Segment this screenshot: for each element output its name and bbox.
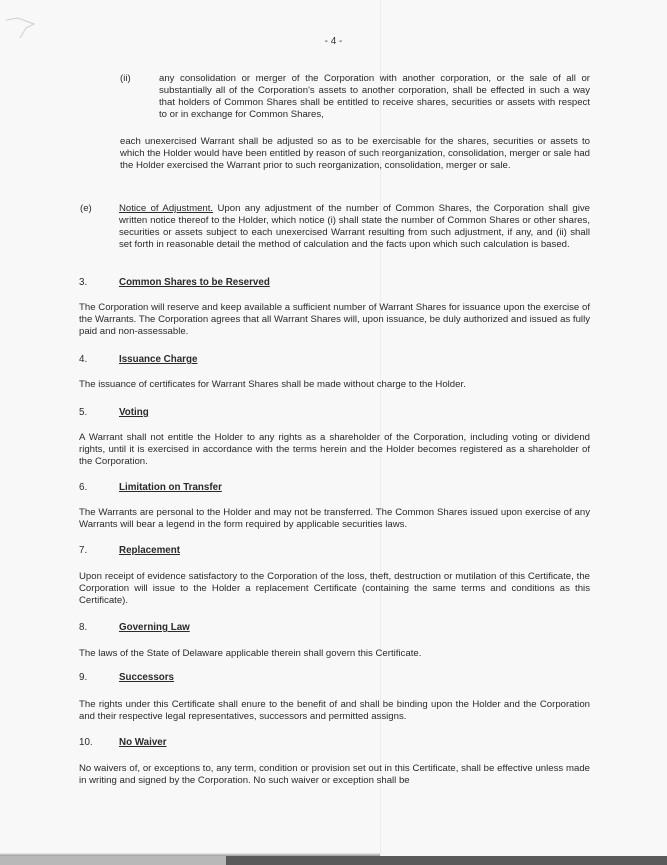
- clause-e-body: Upon any adjustment of the number of Common Shares, the Corporation shall give written notice thereof to the Holder, which notice (i) shall state the number of Common Shares or other shares, securities or assets subject to each unexercised Warrant resulting from such adjustment, if any, and (ii) shall set forth in reasonable detail the method of calculation and the facts upon which such calculation is based.: [119, 203, 590, 251]
- section-number: 9.: [79, 672, 88, 683]
- status-strip-left-panel: [0, 856, 226, 865]
- section-number: 7.: [79, 545, 88, 556]
- section-title: Replacement: [119, 545, 180, 556]
- clause-ii-text: any consolidation or merger of the Corporation with another corporation, or the sale of all or substantially all of the Corporation's assets to another corporation, shall be effected in such a way that holders of Common Shares shall be entitled to receive shares, securities or assets with respect to or in exchange for Common Shares,: [159, 73, 590, 121]
- section-4-body: The issuance of certificates for Warrant Shares shall be made without charge to the Holder.: [79, 379, 466, 390]
- section-3-body: The Corporation will reserve and keep available a sufficient number of Warrant Shares for issuance upon the exercise of the Warrants. The Corporation agrees that all Warrant Shares will, upon issuance, be duly authorized and issued as fully paid and non-assessable.: [79, 302, 590, 338]
- section-title: Governing Law: [119, 622, 190, 633]
- clause-ii-label: (ii): [120, 73, 131, 84]
- section-title: Voting: [119, 407, 149, 418]
- section-number: 3.: [79, 277, 88, 288]
- section-8-body: The laws of the State of Delaware applicable therein shall govern this Certificate.: [79, 648, 422, 659]
- section-title: Issuance Charge: [119, 354, 198, 365]
- clause-e-title: Notice of Adjustment.: [119, 203, 214, 214]
- section-7-body: Upon receipt of evidence satisfactory to the Corporation of the loss, theft, destruction or mutilation of this Certificate, the Corporation will issue to the Holder a replacement Certificate (containing the same terms and conditions as this Certificate).: [79, 571, 590, 607]
- clause-e-text: [119, 203, 590, 251]
- section-title: Limitation on Transfer: [119, 482, 222, 493]
- section-9-body: The rights under this Certificate shall enure to the benefit of and shall be binding upon the Holder and the Corporation and their respective legal representatives, successors and permitted assigns.: [79, 699, 590, 723]
- section-5-body: A Warrant shall not entitle the Holder to any rights as a shareholder of the Corporation, including voting or dividend rights, until it is exercised in accordance with the terms herein and the Holder becomes registered as a shareholder of the Corporation.: [79, 432, 590, 468]
- section-title: Common Shares to be Reserved: [119, 277, 270, 288]
- section-number: 6.: [79, 482, 88, 493]
- section-number: 10.: [79, 737, 93, 748]
- page-number: - 4 -: [324, 36, 343, 47]
- section-10-body: No waivers of, or exceptions to, any term, condition or provision set out in this Certificate, shall be effective unless made in writing and signed by the Corporation. No such waiver or exception shall be: [79, 763, 590, 787]
- continuation-paragraph: each unexercised Warrant shall be adjusted so as to be exercisable for the shares, securities or assets to which the Holder would have been entitled by reason of such reorganization, consolidation, merger or sale had the Holder exercised the Warrant prior to such reorganization, consolidation, merger or sale.: [120, 136, 590, 172]
- clause-e-label: (e): [80, 203, 92, 214]
- section-number: 5.: [79, 407, 88, 418]
- scan-fold-line: [380, 0, 381, 856]
- bottom-status-strip: [0, 856, 667, 865]
- section-number: 4.: [79, 354, 88, 365]
- section-6-body: The Warrants are personal to the Holder and may not be transferred. The Common Shares issued upon exercise of any Warrants will bear a legend in the form required by applicable securities laws.: [79, 507, 590, 531]
- section-title: Successors: [119, 672, 175, 683]
- section-title: No Waiver: [119, 737, 167, 748]
- section-number: 8.: [79, 622, 88, 633]
